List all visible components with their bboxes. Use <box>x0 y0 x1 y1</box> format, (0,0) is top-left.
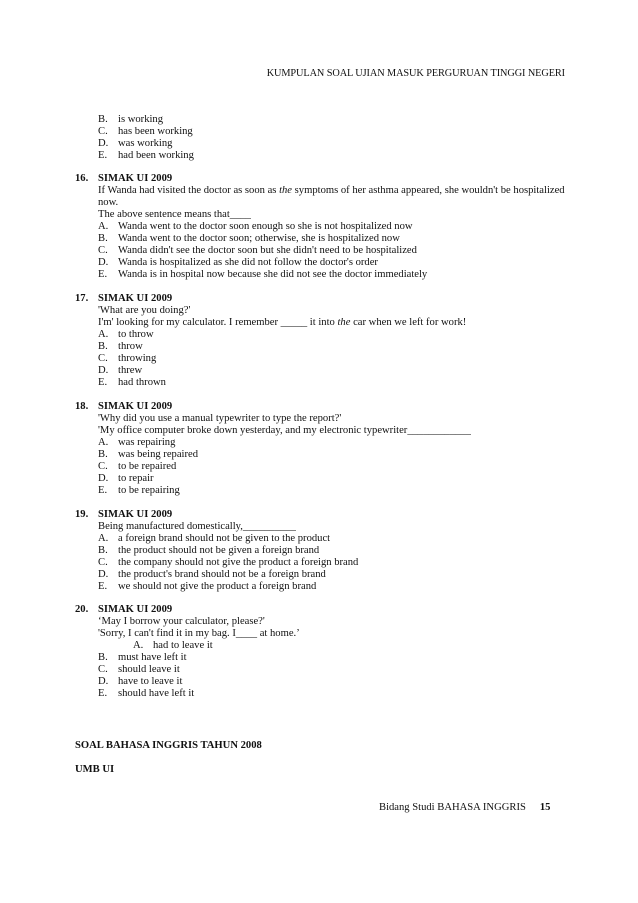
question-stem: 'What are you doing?' <box>98 305 191 316</box>
option-text: was being repaired <box>118 449 199 460</box>
option-letter: B. <box>98 449 108 460</box>
option-text: Wanda didn't see the doctor soon but she didn't need to be hospitalized <box>118 245 417 256</box>
option-letter: D. <box>98 138 109 149</box>
option-text: had thrown <box>118 377 166 388</box>
question-stem: 'Sorry, I can't find it in my bag. I____ at home.’ <box>98 628 300 639</box>
option-letter: E. <box>98 269 108 280</box>
option-text: must have left it <box>118 652 187 663</box>
option-letter: A. <box>98 533 109 544</box>
option-letter: B. <box>98 341 108 352</box>
question-number: 19. <box>75 509 89 520</box>
question-source: SIMAK UI 2009 <box>98 293 173 304</box>
option-text: should leave it <box>118 664 180 675</box>
question-stem: 'My office computer broke down yesterday, and my electronic typewriter____________ <box>98 425 471 436</box>
option-text: to throw <box>118 329 154 340</box>
option-text: is working <box>118 114 164 125</box>
question-number: 17. <box>75 293 89 304</box>
option-text: was repairing <box>118 437 176 448</box>
page-footer <box>379 802 550 813</box>
option-letter: C. <box>98 126 108 137</box>
question-source: SIMAK UI 2009 <box>98 173 173 184</box>
option-text: has been working <box>118 126 193 137</box>
option-text: to repair <box>118 473 154 484</box>
option-text: throw <box>118 341 143 352</box>
stem-text: I'm' looking for my calculator. I remember _____ it into <box>98 317 338 328</box>
option-text: the product should not be given a foreign brand <box>118 545 320 556</box>
page-number: 15 <box>539 802 551 813</box>
option-letter: E. <box>98 581 108 592</box>
stem-text: symptoms of her asthma appeared, she wouldn't be hospitalized <box>292 185 565 196</box>
question-number: 16. <box>75 173 89 184</box>
option-text: Wanda is in hospital now because she did not see the doctor immediately <box>118 269 428 280</box>
option-text: should have left it <box>118 688 195 699</box>
question-number: 20. <box>75 604 89 615</box>
option-letter: A. <box>133 640 144 651</box>
option-letter: C. <box>98 461 108 472</box>
option-letter: E. <box>98 485 108 496</box>
section-subtitle: UMB UI <box>75 764 115 775</box>
option-letter: A. <box>98 221 109 232</box>
question-stem: 'Why did you use a manual typewriter to type the report?' <box>98 413 342 424</box>
question-stem <box>98 317 466 329</box>
footer-subject: Bidang Studi BAHASA INGGRIS <box>379 802 526 813</box>
option-text: had been working <box>118 150 194 161</box>
question-number: 18. <box>75 401 89 412</box>
option-letter: D. <box>98 676 109 687</box>
option-letter: A. <box>98 329 109 340</box>
option-letter: D. <box>98 365 109 376</box>
option-letter: A. <box>98 437 109 448</box>
option-text: have to leave it <box>118 676 183 687</box>
option-letter: B. <box>98 114 108 125</box>
option-text: had to leave it <box>153 640 213 651</box>
question-stem: ‘May I borrow your calculator, please?' <box>98 616 265 627</box>
question-stem: now. <box>98 197 119 208</box>
option-letter: C. <box>98 557 108 568</box>
option-letter: D. <box>98 473 109 484</box>
option-text: threw <box>118 365 143 376</box>
option-letter: C. <box>98 353 108 364</box>
option-text: the company should not give the product a foreign brand <box>118 557 359 568</box>
stem-text: If Wanda had visited the doctor as soon as <box>98 185 280 196</box>
option-text: a foreign brand should not be given to the product <box>118 533 331 544</box>
option-text: the product's brand should not be a foreign brand <box>118 569 326 580</box>
question-stem: The above sentence means that____ <box>98 209 251 220</box>
option-text: to be repaired <box>118 461 177 472</box>
question-stem <box>98 185 565 197</box>
option-letter: B. <box>98 652 108 663</box>
option-letter: B. <box>98 233 108 244</box>
option-letter: C. <box>98 664 108 675</box>
option-letter: D. <box>98 257 109 268</box>
option-text: to be repairing <box>118 485 180 496</box>
option-letter: E. <box>98 377 108 388</box>
question-stem: Being manufactured domestically,__________ <box>98 521 296 532</box>
stem-text: car when we left for work! <box>350 317 467 328</box>
option-letter: D. <box>98 569 109 580</box>
question-source: SIMAK UI 2009 <box>98 401 173 412</box>
option-text: we should not give the product a foreign brand <box>118 581 317 592</box>
stem-italic: the <box>279 185 293 196</box>
option-text: Wanda went to the doctor soon; otherwise, she is hospitalized now <box>118 233 400 244</box>
option-text: was working <box>118 138 173 149</box>
option-text: Wanda went to the doctor soon enough so she is not hospitalized now <box>118 221 413 232</box>
option-letter: B. <box>98 545 108 556</box>
option-letter: C. <box>98 245 108 256</box>
question-source: SIMAK UI 2009 <box>98 604 173 615</box>
section-title: SOAL BAHASA INGGRIS TAHUN 2008 <box>75 740 262 751</box>
page-header: KUMPULAN SOAL UJIAN MASUK PERGURUAN TINGGI NEGERI <box>266 68 565 79</box>
option-text: Wanda is hospitalized as she did not follow the doctor's order <box>118 257 378 268</box>
option-text: throwing <box>118 353 157 364</box>
option-letter: E. <box>98 150 108 161</box>
stem-italic: the <box>337 317 351 328</box>
option-letter: E. <box>98 688 108 699</box>
question-source: SIMAK UI 2009 <box>98 509 173 520</box>
